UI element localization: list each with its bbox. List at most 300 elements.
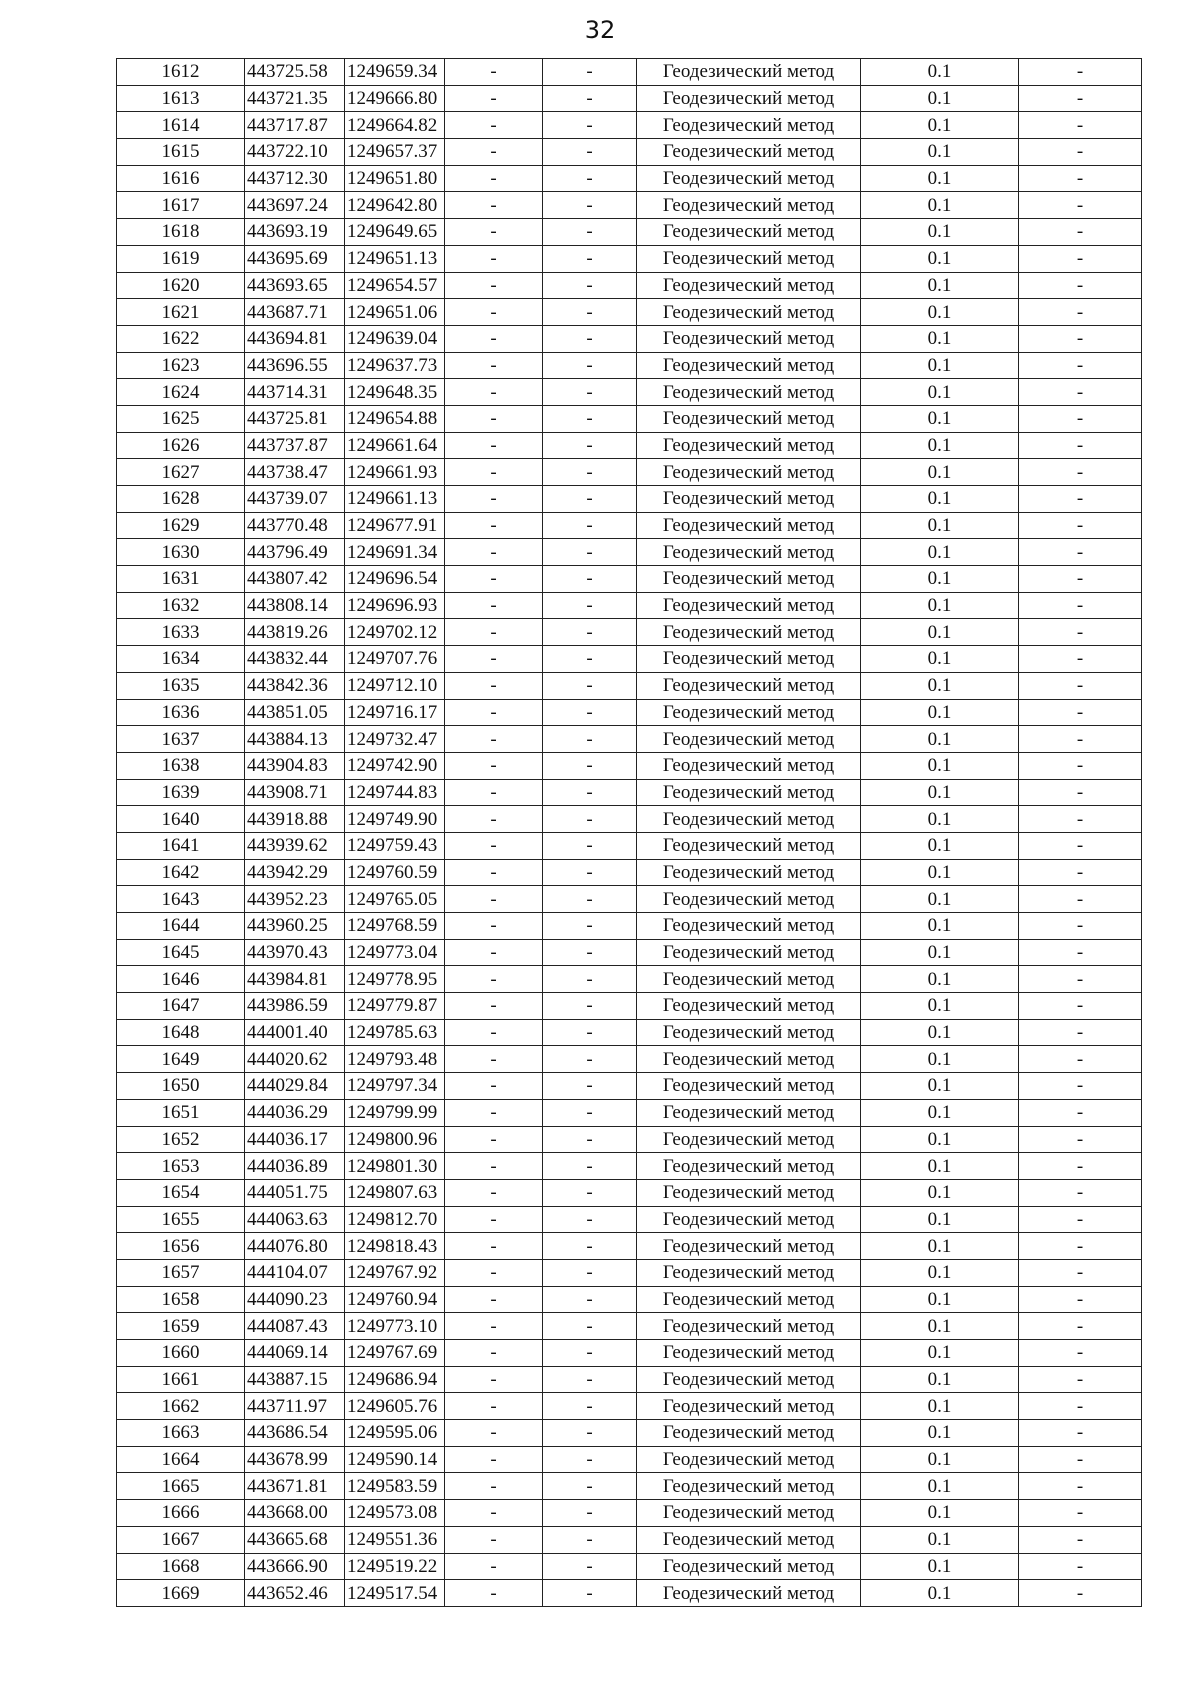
blank-cell-c: -: [1019, 1206, 1142, 1233]
table-row: [117, 1259, 1142, 1286]
blank-cell-b: -: [543, 966, 637, 993]
blank-cell-b: -: [543, 859, 637, 886]
y-coordinate-cell: 1249583.59: [345, 1473, 445, 1500]
blank-cell-c: -: [1019, 1553, 1142, 1580]
method-cell: Геодезический метод: [637, 806, 861, 833]
y-coordinate-cell: 1249707.76: [345, 646, 445, 673]
table-row: [117, 1393, 1142, 1420]
blank-cell-a: -: [445, 966, 543, 993]
blank-cell-b: -: [543, 1233, 637, 1260]
blank-cell-b: -: [543, 1179, 637, 1206]
point-number-cell: 1668: [117, 1553, 245, 1580]
accuracy-cell: 0.1: [861, 1206, 1019, 1233]
blank-cell-a: -: [445, 1340, 543, 1367]
y-coordinate-cell: 1249666.80: [345, 85, 445, 112]
x-coordinate-cell: 443687.71: [245, 299, 345, 326]
method-cell: Геодезический метод: [637, 299, 861, 326]
blank-cell-a: -: [445, 672, 543, 699]
accuracy-cell: 0.1: [861, 966, 1019, 993]
blank-cell-c: -: [1019, 1580, 1142, 1607]
y-coordinate-cell: 1249785.63: [345, 1019, 445, 1046]
table-row: [117, 779, 1142, 806]
blank-cell-a: -: [445, 1553, 543, 1580]
blank-cell-b: -: [543, 752, 637, 779]
table-row: [117, 672, 1142, 699]
x-coordinate-cell: 443842.36: [245, 672, 345, 699]
accuracy-cell: 0.1: [861, 1580, 1019, 1607]
x-coordinate-cell: 443807.42: [245, 566, 345, 593]
table-row: [117, 192, 1142, 219]
blank-cell-c: -: [1019, 379, 1142, 406]
table-row: [117, 539, 1142, 566]
blank-cell-a: -: [445, 1126, 543, 1153]
method-cell: Геодезический метод: [637, 1046, 861, 1073]
blank-cell-c: -: [1019, 859, 1142, 886]
table-row: [117, 806, 1142, 833]
x-coordinate-cell: 443712.30: [245, 165, 345, 192]
page-number: 32: [584, 16, 616, 44]
blank-cell-a: -: [445, 1366, 543, 1393]
blank-cell-a: -: [445, 85, 543, 112]
accuracy-cell: 0.1: [861, 699, 1019, 726]
method-cell: Геодезический метод: [637, 1420, 861, 1447]
blank-cell-b: -: [543, 459, 637, 486]
point-number-cell: 1660: [117, 1340, 245, 1367]
blank-cell-b: -: [543, 1526, 637, 1553]
y-coordinate-cell: 1249696.93: [345, 592, 445, 619]
point-number-cell: 1621: [117, 299, 245, 326]
y-coordinate-cell: 1249654.57: [345, 272, 445, 299]
blank-cell-a: -: [445, 699, 543, 726]
blank-cell-b: -: [543, 646, 637, 673]
x-coordinate-cell: 443717.87: [245, 112, 345, 139]
method-cell: Геодезический метод: [637, 192, 861, 219]
y-coordinate-cell: 1249551.36: [345, 1526, 445, 1553]
point-number-cell: 1623: [117, 352, 245, 379]
point-number-cell: 1617: [117, 192, 245, 219]
blank-cell-c: -: [1019, 1393, 1142, 1420]
blank-cell-a: -: [445, 59, 543, 86]
x-coordinate-cell: 443918.88: [245, 806, 345, 833]
blank-cell-c: -: [1019, 192, 1142, 219]
blank-cell-a: -: [445, 913, 543, 940]
blank-cell-c: -: [1019, 352, 1142, 379]
table-row: [117, 592, 1142, 619]
blank-cell-b: -: [543, 566, 637, 593]
table-row: [117, 1580, 1142, 1607]
blank-cell-b: -: [543, 219, 637, 246]
x-coordinate-cell: 444036.89: [245, 1153, 345, 1180]
accuracy-cell: 0.1: [861, 1500, 1019, 1527]
point-number-cell: 1654: [117, 1179, 245, 1206]
x-coordinate-cell: 443693.19: [245, 219, 345, 246]
accuracy-cell: 0.1: [861, 1393, 1019, 1420]
x-coordinate-cell: 443678.99: [245, 1446, 345, 1473]
y-coordinate-cell: 1249657.37: [345, 139, 445, 166]
point-number-cell: 1632: [117, 592, 245, 619]
y-coordinate-cell: 1249651.06: [345, 299, 445, 326]
x-coordinate-cell: 443696.55: [245, 352, 345, 379]
point-number-cell: 1642: [117, 859, 245, 886]
blank-cell-b: -: [543, 1366, 637, 1393]
y-coordinate-cell: 1249637.73: [345, 352, 445, 379]
table-row: [117, 859, 1142, 886]
x-coordinate-cell: 444036.29: [245, 1099, 345, 1126]
y-coordinate-cell: 1249590.14: [345, 1446, 445, 1473]
accuracy-cell: 0.1: [861, 886, 1019, 913]
y-coordinate-cell: 1249742.90: [345, 752, 445, 779]
accuracy-cell: 0.1: [861, 112, 1019, 139]
y-coordinate-cell: 1249773.10: [345, 1313, 445, 1340]
y-coordinate-cell: 1249661.64: [345, 432, 445, 459]
blank-cell-a: -: [445, 832, 543, 859]
blank-cell-b: -: [543, 1259, 637, 1286]
y-coordinate-cell: 1249767.69: [345, 1340, 445, 1367]
point-number-cell: 1630: [117, 539, 245, 566]
accuracy-cell: 0.1: [861, 779, 1019, 806]
blank-cell-a: -: [445, 566, 543, 593]
blank-cell-a: -: [445, 886, 543, 913]
blank-cell-a: -: [445, 1179, 543, 1206]
table-row: [117, 1286, 1142, 1313]
blank-cell-c: -: [1019, 726, 1142, 753]
table-row: [117, 1553, 1142, 1580]
x-coordinate-cell: 444063.63: [245, 1206, 345, 1233]
accuracy-cell: 0.1: [861, 1126, 1019, 1153]
accuracy-cell: 0.1: [861, 646, 1019, 673]
blank-cell-c: -: [1019, 165, 1142, 192]
method-cell: Геодезический метод: [637, 219, 861, 246]
blank-cell-b: -: [543, 1553, 637, 1580]
accuracy-cell: 0.1: [861, 1099, 1019, 1126]
accuracy-cell: 0.1: [861, 1153, 1019, 1180]
x-coordinate-cell: 443904.83: [245, 752, 345, 779]
blank-cell-b: -: [543, 192, 637, 219]
blank-cell-c: -: [1019, 832, 1142, 859]
accuracy-cell: 0.1: [861, 245, 1019, 272]
blank-cell-a: -: [445, 646, 543, 673]
method-cell: Геодезический метод: [637, 646, 861, 673]
point-number-cell: 1650: [117, 1073, 245, 1100]
blank-cell-c: -: [1019, 486, 1142, 513]
x-coordinate-cell: 443770.48: [245, 512, 345, 539]
y-coordinate-cell: 1249797.34: [345, 1073, 445, 1100]
table-row: [117, 379, 1142, 406]
point-number-cell: 1614: [117, 112, 245, 139]
point-number-cell: 1641: [117, 832, 245, 859]
x-coordinate-cell: 443671.81: [245, 1473, 345, 1500]
blank-cell-b: -: [543, 245, 637, 272]
x-coordinate-cell: 444051.75: [245, 1179, 345, 1206]
blank-cell-b: -: [543, 1473, 637, 1500]
blank-cell-c: -: [1019, 85, 1142, 112]
y-coordinate-cell: 1249517.54: [345, 1580, 445, 1607]
blank-cell-a: -: [445, 1153, 543, 1180]
table-row: [117, 1313, 1142, 1340]
blank-cell-c: -: [1019, 59, 1142, 86]
blank-cell-a: -: [445, 939, 543, 966]
accuracy-cell: 0.1: [861, 85, 1019, 112]
x-coordinate-cell: 443819.26: [245, 619, 345, 646]
x-coordinate-cell: 443739.07: [245, 486, 345, 513]
point-number-cell: 1628: [117, 486, 245, 513]
accuracy-cell: 0.1: [861, 1420, 1019, 1447]
y-coordinate-cell: 1249732.47: [345, 726, 445, 753]
accuracy-cell: 0.1: [861, 939, 1019, 966]
accuracy-cell: 0.1: [861, 1019, 1019, 1046]
x-coordinate-cell: 443694.81: [245, 325, 345, 352]
accuracy-cell: 0.1: [861, 672, 1019, 699]
blank-cell-c: -: [1019, 699, 1142, 726]
blank-cell-b: -: [543, 886, 637, 913]
method-cell: Геодезический метод: [637, 379, 861, 406]
blank-cell-c: -: [1019, 1500, 1142, 1527]
point-number-cell: 1637: [117, 726, 245, 753]
table-row: [117, 139, 1142, 166]
blank-cell-b: -: [543, 325, 637, 352]
method-cell: Геодезический метод: [637, 993, 861, 1020]
blank-cell-c: -: [1019, 672, 1142, 699]
y-coordinate-cell: 1249639.04: [345, 325, 445, 352]
point-number-cell: 1651: [117, 1099, 245, 1126]
method-cell: Геодезический метод: [637, 939, 861, 966]
table-row: [117, 272, 1142, 299]
y-coordinate-cell: 1249765.05: [345, 886, 445, 913]
y-coordinate-cell: 1249712.10: [345, 672, 445, 699]
table-row: [117, 352, 1142, 379]
accuracy-cell: 0.1: [861, 139, 1019, 166]
method-cell: Геодезический метод: [637, 1206, 861, 1233]
table-row: [117, 913, 1142, 940]
point-number-cell: 1619: [117, 245, 245, 272]
accuracy-cell: 0.1: [861, 59, 1019, 86]
x-coordinate-cell: 444076.80: [245, 1233, 345, 1260]
method-cell: Геодезический метод: [637, 1153, 861, 1180]
blank-cell-b: -: [543, 352, 637, 379]
blank-cell-b: -: [543, 832, 637, 859]
blank-cell-a: -: [445, 1073, 543, 1100]
accuracy-cell: 0.1: [861, 219, 1019, 246]
blank-cell-a: -: [445, 779, 543, 806]
method-cell: Геодезический метод: [637, 1340, 861, 1367]
method-cell: Геодезический метод: [637, 1526, 861, 1553]
table-row: [117, 1179, 1142, 1206]
blank-cell-c: -: [1019, 272, 1142, 299]
blank-cell-b: -: [543, 1420, 637, 1447]
method-cell: Геодезический метод: [637, 139, 861, 166]
point-number-cell: 1643: [117, 886, 245, 913]
accuracy-cell: 0.1: [861, 993, 1019, 1020]
blank-cell-b: -: [543, 379, 637, 406]
accuracy-cell: 0.1: [861, 352, 1019, 379]
method-cell: Геодезический метод: [637, 913, 861, 940]
y-coordinate-cell: 1249793.48: [345, 1046, 445, 1073]
accuracy-cell: 0.1: [861, 832, 1019, 859]
table-row: [117, 1153, 1142, 1180]
blank-cell-c: -: [1019, 939, 1142, 966]
blank-cell-c: -: [1019, 592, 1142, 619]
x-coordinate-cell: 443697.24: [245, 192, 345, 219]
x-coordinate-cell: 443714.31: [245, 379, 345, 406]
method-cell: Геодезический метод: [637, 1073, 861, 1100]
table-row: [117, 726, 1142, 753]
blank-cell-b: -: [543, 619, 637, 646]
method-cell: Геодезический метод: [637, 112, 861, 139]
blank-cell-b: -: [543, 299, 637, 326]
point-number-cell: 1655: [117, 1206, 245, 1233]
blank-cell-c: -: [1019, 112, 1142, 139]
y-coordinate-cell: 1249664.82: [345, 112, 445, 139]
accuracy-cell: 0.1: [861, 1446, 1019, 1473]
method-cell: Геодезический метод: [637, 1126, 861, 1153]
x-coordinate-cell: 443960.25: [245, 913, 345, 940]
accuracy-cell: 0.1: [861, 325, 1019, 352]
blank-cell-b: -: [543, 165, 637, 192]
blank-cell-a: -: [445, 1313, 543, 1340]
x-coordinate-cell: 444029.84: [245, 1073, 345, 1100]
blank-cell-c: -: [1019, 1473, 1142, 1500]
method-cell: Геодезический метод: [637, 1233, 861, 1260]
blank-cell-c: -: [1019, 993, 1142, 1020]
x-coordinate-cell: 443984.81: [245, 966, 345, 993]
point-number-cell: 1638: [117, 752, 245, 779]
blank-cell-a: -: [445, 1580, 543, 1607]
method-cell: Геодезический метод: [637, 165, 861, 192]
blank-cell-a: -: [445, 219, 543, 246]
y-coordinate-cell: 1249702.12: [345, 619, 445, 646]
method-cell: Геодезический метод: [637, 1446, 861, 1473]
y-coordinate-cell: 1249686.94: [345, 1366, 445, 1393]
blank-cell-c: -: [1019, 1233, 1142, 1260]
accuracy-cell: 0.1: [861, 272, 1019, 299]
accuracy-cell: 0.1: [861, 486, 1019, 513]
blank-cell-b: -: [543, 1500, 637, 1527]
y-coordinate-cell: 1249800.96: [345, 1126, 445, 1153]
x-coordinate-cell: 443738.47: [245, 459, 345, 486]
table-row: [117, 325, 1142, 352]
x-coordinate-cell: 443851.05: [245, 699, 345, 726]
point-number-cell: 1653: [117, 1153, 245, 1180]
point-number-cell: 1627: [117, 459, 245, 486]
y-coordinate-cell: 1249696.54: [345, 566, 445, 593]
y-coordinate-cell: 1249749.90: [345, 806, 445, 833]
point-number-cell: 1618: [117, 219, 245, 246]
blank-cell-c: -: [1019, 512, 1142, 539]
table-row: [117, 1420, 1142, 1447]
method-cell: Геодезический метод: [637, 512, 861, 539]
blank-cell-a: -: [445, 993, 543, 1020]
accuracy-cell: 0.1: [861, 752, 1019, 779]
x-coordinate-cell: 444020.62: [245, 1046, 345, 1073]
y-coordinate-cell: 1249778.95: [345, 966, 445, 993]
accuracy-cell: 0.1: [861, 432, 1019, 459]
point-number-cell: 1667: [117, 1526, 245, 1553]
method-cell: Геодезический метод: [637, 352, 861, 379]
blank-cell-c: -: [1019, 913, 1142, 940]
blank-cell-b: -: [543, 1099, 637, 1126]
blank-cell-c: -: [1019, 1313, 1142, 1340]
method-cell: Геодезический метод: [637, 966, 861, 993]
point-number-cell: 1636: [117, 699, 245, 726]
table-row: [117, 886, 1142, 913]
y-coordinate-cell: 1249595.06: [345, 1420, 445, 1447]
x-coordinate-cell: 443721.35: [245, 85, 345, 112]
blank-cell-b: -: [543, 779, 637, 806]
blank-cell-a: -: [445, 192, 543, 219]
blank-cell-a: -: [445, 1420, 543, 1447]
table-row: [117, 699, 1142, 726]
y-coordinate-cell: 1249801.30: [345, 1153, 445, 1180]
blank-cell-b: -: [543, 726, 637, 753]
method-cell: Геодезический метод: [637, 486, 861, 513]
accuracy-cell: 0.1: [861, 1286, 1019, 1313]
x-coordinate-cell: 443796.49: [245, 539, 345, 566]
blank-cell-b: -: [543, 806, 637, 833]
x-coordinate-cell: 443711.97: [245, 1393, 345, 1420]
blank-cell-a: -: [445, 379, 543, 406]
x-coordinate-cell: 443686.54: [245, 1420, 345, 1447]
table-row: [117, 459, 1142, 486]
accuracy-cell: 0.1: [861, 806, 1019, 833]
y-coordinate-cell: 1249807.63: [345, 1179, 445, 1206]
blank-cell-a: -: [445, 1019, 543, 1046]
blank-cell-b: -: [543, 512, 637, 539]
point-number-cell: 1635: [117, 672, 245, 699]
method-cell: Геодезический метод: [637, 1179, 861, 1206]
table-row: [117, 1046, 1142, 1073]
blank-cell-a: -: [445, 459, 543, 486]
blank-cell-a: -: [445, 1286, 543, 1313]
blank-cell-c: -: [1019, 806, 1142, 833]
point-number-cell: 1633: [117, 619, 245, 646]
blank-cell-c: -: [1019, 1126, 1142, 1153]
y-coordinate-cell: 1249659.34: [345, 59, 445, 86]
table-row: [117, 432, 1142, 459]
blank-cell-c: -: [1019, 1099, 1142, 1126]
blank-cell-c: -: [1019, 1340, 1142, 1367]
point-number-cell: 1658: [117, 1286, 245, 1313]
blank-cell-c: -: [1019, 1259, 1142, 1286]
blank-cell-b: -: [543, 672, 637, 699]
accuracy-cell: 0.1: [861, 859, 1019, 886]
blank-cell-a: -: [445, 619, 543, 646]
x-coordinate-cell: 443668.00: [245, 1500, 345, 1527]
method-cell: Геодезический метод: [637, 59, 861, 86]
blank-cell-a: -: [445, 1233, 543, 1260]
blank-cell-b: -: [543, 939, 637, 966]
accuracy-cell: 0.1: [861, 1473, 1019, 1500]
y-coordinate-cell: 1249773.04: [345, 939, 445, 966]
method-cell: Геодезический метод: [637, 1366, 861, 1393]
method-cell: Геодезический метод: [637, 459, 861, 486]
blank-cell-c: -: [1019, 886, 1142, 913]
x-coordinate-cell: 443942.29: [245, 859, 345, 886]
method-cell: Геодезический метод: [637, 1553, 861, 1580]
point-number-cell: 1656: [117, 1233, 245, 1260]
x-coordinate-cell: 443722.10: [245, 139, 345, 166]
point-number-cell: 1648: [117, 1019, 245, 1046]
point-number-cell: 1646: [117, 966, 245, 993]
x-coordinate-cell: 443939.62: [245, 832, 345, 859]
point-number-cell: 1666: [117, 1500, 245, 1527]
y-coordinate-cell: 1249779.87: [345, 993, 445, 1020]
x-coordinate-cell: 443737.87: [245, 432, 345, 459]
blank-cell-c: -: [1019, 219, 1142, 246]
table-row: [117, 1500, 1142, 1527]
blank-cell-c: -: [1019, 1153, 1142, 1180]
method-cell: Геодезический метод: [637, 1473, 861, 1500]
blank-cell-a: -: [445, 1099, 543, 1126]
